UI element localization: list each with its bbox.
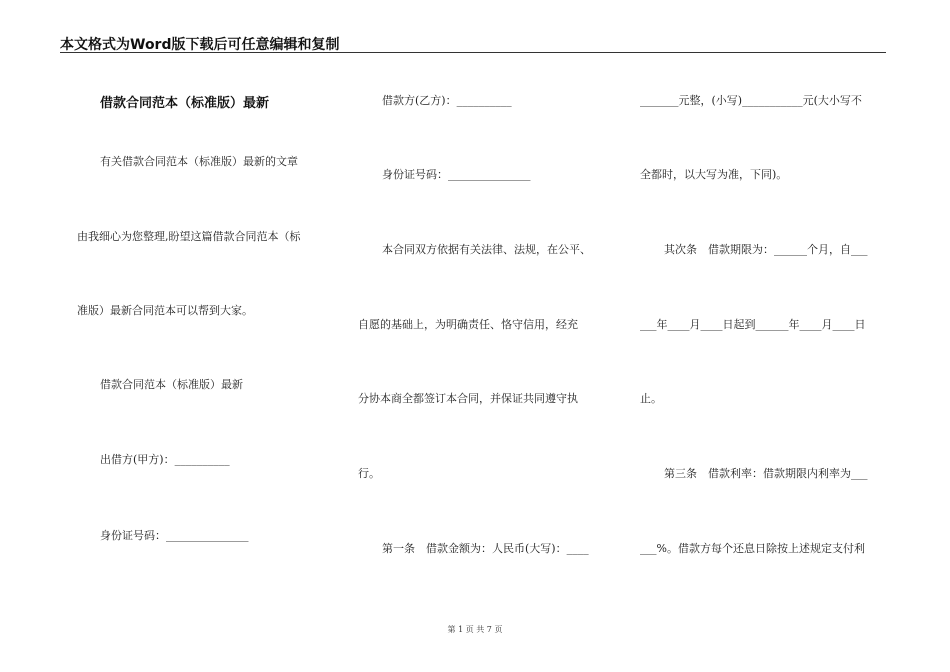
text-line: 由我细心为您整理,盼望这篇借款合同范本（标 [77,230,301,243]
clause-one: 第一条 借款金额为：人民币(大写)：____ [382,542,589,555]
text-line: 本合同双方依据有关法律、法规，在公平、 [382,243,591,256]
text-line: _______元整，(小写)___________元(大小写不 [640,94,862,107]
text-line: ___%。借款方每个还息日除按上述规定支付利 [640,542,865,555]
lender-id-field: 身份证号码：_______________ [100,529,249,542]
clause-three: 第三条 借款利率：借款期限内利率为___ [664,467,868,480]
text-line: 止。 [640,392,662,405]
document-title: 借款合同范本（标准版）最新 [100,96,270,111]
text-line: 分协本商全都签订本合同，并保证共同遵守执 [358,392,578,405]
borrower-id-field: 身份证号码：_______________ [382,168,531,181]
text-line: 全都时，以大写为准，下同)。 [640,168,788,181]
text-line: 准版）最新合同范本可以帮到大家。 [77,304,253,317]
text-line: 行。 [358,467,380,480]
text-line: ___年____月____日起到______年____月____日 [640,318,866,331]
borrower-field: 借款方(乙方)：__________ [382,94,512,107]
page-number: 第 1 页 共 7 页 [447,625,503,634]
clause-two: 其次条 借款期限为：______个月，自___ [664,243,868,256]
text-line: 借款合同范本（标准版）最新 [100,378,243,391]
lender-field: 出借方(甲方)：__________ [100,453,230,466]
document-header: 本文格式为Word版下载后可任意编辑和复制 [60,37,340,53]
header-divider [60,52,886,53]
text-line: 自愿的基础上，为明确责任、恪守信用，经充 [358,318,578,331]
text-line: 有关借款合同范本（标准版）最新的文章 [100,155,298,168]
